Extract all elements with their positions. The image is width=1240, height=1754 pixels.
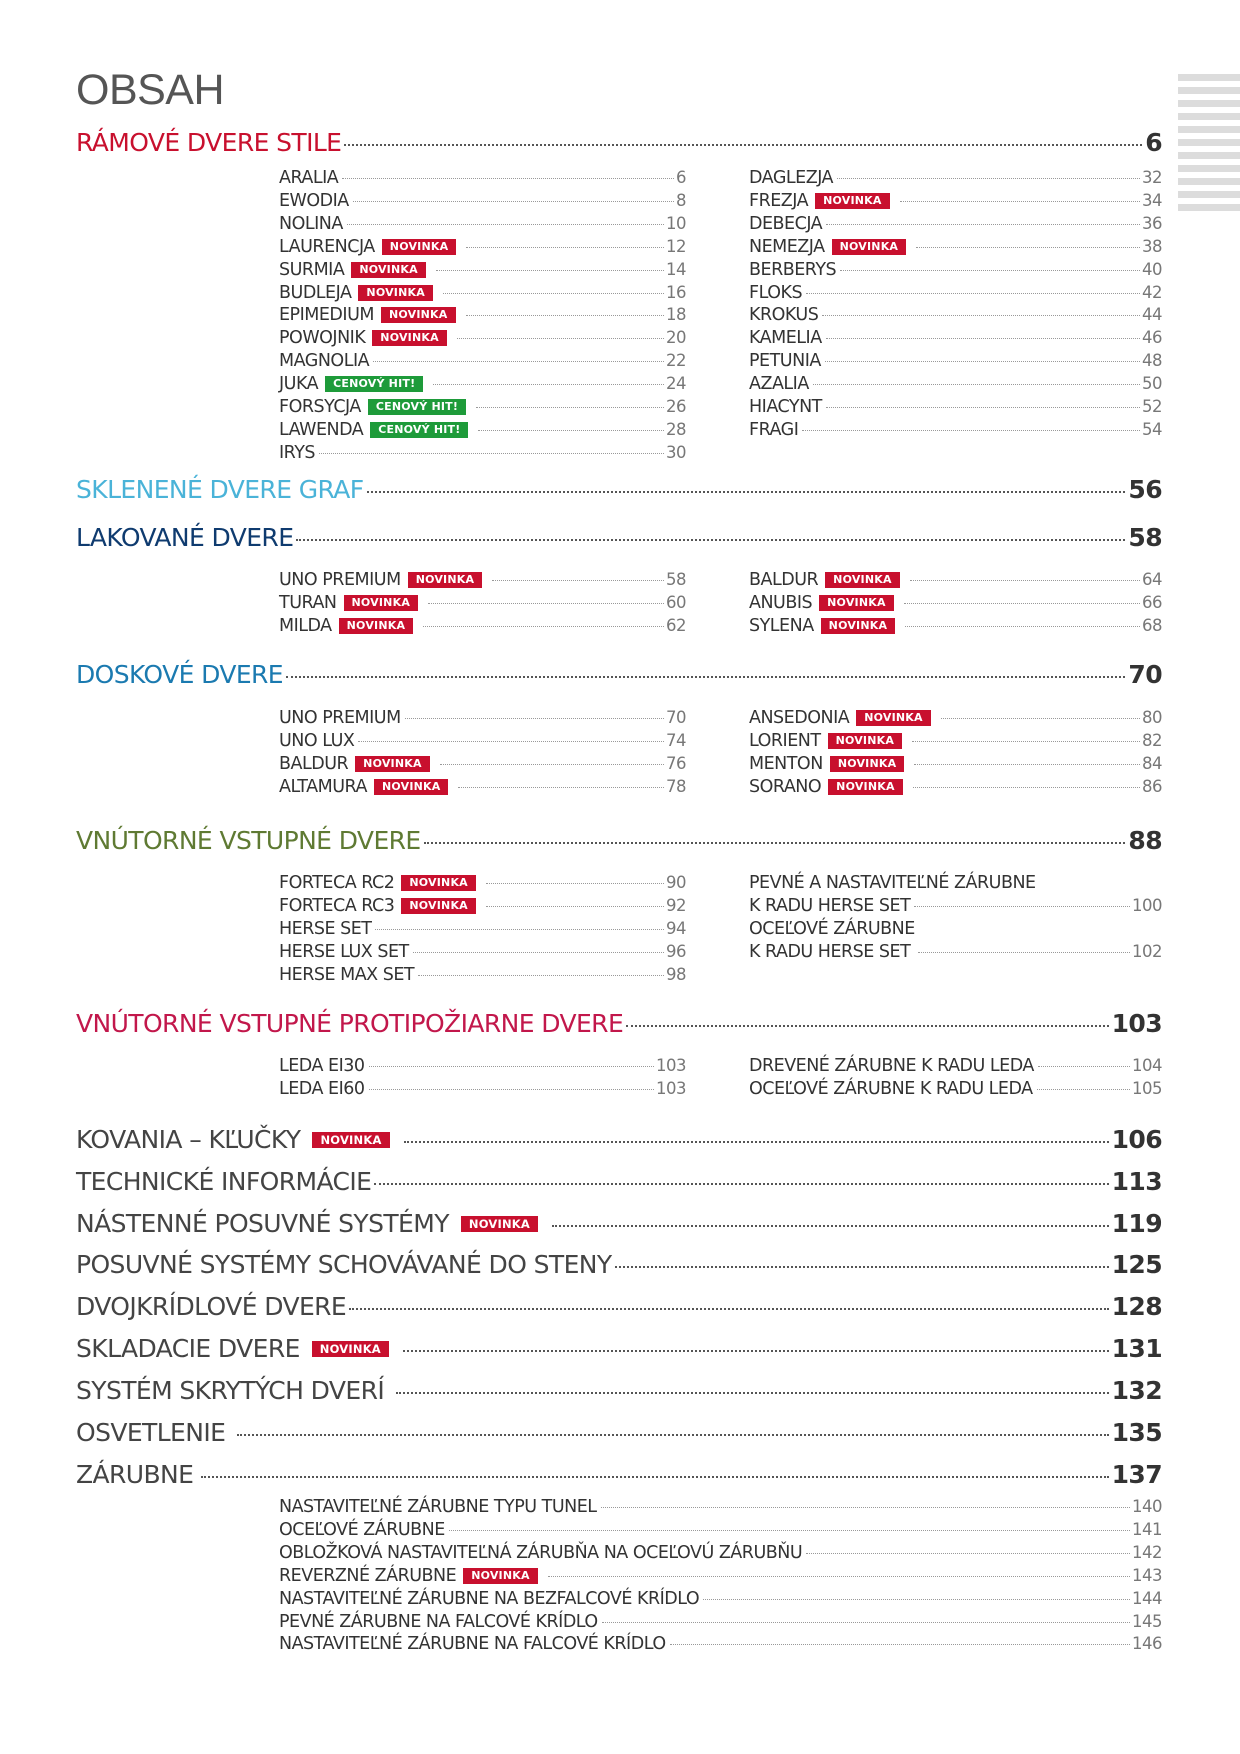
item-page: 46 <box>1142 328 1162 348</box>
toc-item[interactable] <box>749 942 1162 962</box>
item-name: NEMEZJA <box>749 236 825 257</box>
toc-item[interactable] <box>279 1589 1162 1609</box>
item-page: 16 <box>666 282 686 302</box>
item-page: 26 <box>666 397 686 416</box>
toc-item[interactable] <box>279 570 686 590</box>
toc-item[interactable] <box>279 777 686 797</box>
toc-item[interactable] <box>279 260 686 280</box>
section-system-skrytych-dveri[interactable] <box>76 1376 1162 1405</box>
item-name: REVERZNÉ ZÁRUBNE <box>279 1565 457 1586</box>
item-page: 38 <box>1142 236 1162 256</box>
item-name: NASTAVITEĽNÉ ZÁRUBNE TYPU TUNEL <box>279 1497 597 1517</box>
item-page: 48 <box>1142 351 1162 371</box>
novinka-badge: NOVINKA <box>401 875 476 891</box>
item-name: HIACYNT <box>749 397 822 417</box>
item-name: MILDA <box>279 615 332 636</box>
section-title: OSVETLENIE <box>76 1418 226 1447</box>
item-name: UNO LUX <box>279 730 355 751</box>
toc-item[interactable] <box>279 1497 1162 1517</box>
novinka-badge: NOVINKA <box>372 330 447 346</box>
section-dvojkridlove-dvere[interactable] <box>76 1292 1162 1321</box>
item-name: NASTAVITEĽNÉ ZÁRUBNE NA BEZFALCOVÉ KRÍDLO <box>279 1588 700 1609</box>
item-page: 78 <box>666 776 686 796</box>
item-name: BERBERYS <box>749 259 837 280</box>
item-name: DEBECJA <box>749 213 823 234</box>
novinka-badge: NOVINKA <box>815 193 890 209</box>
item-page: 8 <box>676 190 686 210</box>
toc-item[interactable] <box>279 593 686 613</box>
item-page: 20 <box>666 328 686 348</box>
item-page: 68 <box>1142 615 1162 635</box>
toc-item[interactable] <box>749 754 1162 774</box>
toc-item[interactable] <box>279 237 686 257</box>
item-name: K RADU HERSE SET <box>749 896 911 916</box>
item-name: HERSE MAX SET <box>279 964 415 985</box>
toc-item[interactable] <box>279 1612 1162 1632</box>
item-name: SYLENA <box>749 615 814 636</box>
section-title: DVOJKRÍDLOVÉ DVERE <box>76 1292 347 1321</box>
item-page: 142 <box>1132 1542 1162 1562</box>
novinka-badge: NOVINKA <box>344 595 419 611</box>
novinka-badge: NOVINKA <box>821 618 896 634</box>
item-name: TURAN <box>279 592 337 613</box>
item-page: 74 <box>666 730 686 750</box>
item-name: MENTON <box>749 753 823 774</box>
section-title: SYSTÉM SKRYTÝCH DVERÍ <box>76 1376 385 1405</box>
section-title: ZÁRUBNE <box>76 1460 194 1489</box>
item-name: SURMIA <box>279 259 345 280</box>
item-page: 28 <box>666 419 686 439</box>
item-page: 18 <box>666 305 686 325</box>
item-name: BALDUR <box>279 753 349 774</box>
toc-item[interactable] <box>749 283 1162 303</box>
item-name: FORSYCJA <box>279 397 361 417</box>
section-title: RÁMOVÉ DVERE STILE <box>76 128 342 157</box>
section-page: 131 <box>1111 1334 1162 1363</box>
toc-item[interactable] <box>749 168 1162 188</box>
item-name: IRYS <box>279 442 315 463</box>
item-page: 102 <box>1132 942 1162 961</box>
item-page: 10 <box>666 213 686 233</box>
item-name: BALDUR <box>749 570 819 590</box>
toc-item[interactable] <box>749 237 1162 257</box>
item-name: ARALIA <box>279 168 339 188</box>
item-name: EPIMEDIUM <box>279 305 374 326</box>
novinka-badge: NOVINKA <box>832 239 907 255</box>
toc-item[interactable] <box>279 1566 1162 1586</box>
toc-item[interactable] <box>279 397 686 417</box>
novinka-badge: NOVINKA <box>825 572 900 588</box>
section-kovania[interactable] <box>76 1125 1162 1154</box>
toc-item[interactable] <box>749 593 1162 613</box>
item-name: HERSE LUX SET <box>279 941 409 962</box>
novinka-badge: NOVINKA <box>351 262 426 278</box>
section-title: LAKOVANÉ DVERE <box>76 523 294 552</box>
section-title: DOSKOVÉ DVERE <box>76 660 283 689</box>
item-name: LEDA EI60 <box>279 1078 365 1099</box>
novinka-badge: NOVINKA <box>830 756 905 772</box>
section-page: 125 <box>1111 1250 1162 1279</box>
item-name: UNO PREMIUM <box>279 708 401 728</box>
item-name: KAMELIA <box>749 328 822 349</box>
cenovy-hit-badge: CENOVÝ HIT! <box>370 422 468 438</box>
item-page: 22 <box>666 351 686 371</box>
item-page: 44 <box>1142 305 1162 325</box>
item-name: ANUBIS <box>749 592 813 613</box>
item-page: 103 <box>656 1078 686 1098</box>
item-name: PEVNÉ ZÁRUBNE NA FALCOVÉ KRÍDLO <box>279 1611 598 1632</box>
toc-item[interactable] <box>279 873 686 893</box>
toc-item[interactable] <box>749 1056 1162 1076</box>
toc-item[interactable] <box>279 754 686 774</box>
item-name: LEDA EI30 <box>279 1056 365 1076</box>
item-page: 6 <box>676 168 686 187</box>
section-sklenene-dvere[interactable] <box>76 475 1162 504</box>
toc-item[interactable] <box>749 351 1162 371</box>
item-name: OBLOŽKOVÁ NASTAVITEĽNÁ ZÁRUBŇA NA OCEĽOVÚ ZÁRUBŇU <box>279 1542 803 1563</box>
item-name: FRAGI <box>749 419 799 440</box>
section-posuvne-systemy[interactable] <box>76 1250 1162 1279</box>
item-page: 62 <box>666 615 686 635</box>
section-osvetlenie[interactable] <box>76 1418 1162 1447</box>
item-page: 141 <box>1132 1519 1162 1539</box>
item-name: LORIENT <box>749 730 821 751</box>
toc-item[interactable] <box>279 420 686 440</box>
toc-item[interactable] <box>749 191 1162 211</box>
toc-item[interactable] <box>749 420 1162 440</box>
section-protipoziarne-dvere[interactable] <box>76 1009 1162 1038</box>
section-page: 128 <box>1111 1292 1162 1321</box>
toc-item[interactable] <box>279 1079 686 1099</box>
toc-item[interactable] <box>279 328 686 348</box>
toc-item[interactable] <box>749 896 1162 916</box>
toc-item[interactable] <box>749 777 1162 797</box>
item-page: 30 <box>666 442 686 462</box>
toc-item[interactable] <box>279 1520 1162 1540</box>
novinka-badge: NOVINKA <box>358 285 433 301</box>
toc-item[interactable] <box>279 731 686 751</box>
item-page: 12 <box>666 236 686 256</box>
toc-item[interactable] <box>279 374 686 394</box>
toc-item[interactable] <box>279 919 686 939</box>
item-page: 105 <box>1132 1078 1162 1098</box>
section-page: 88 <box>1128 826 1162 855</box>
section-title: TECHNICKÉ INFORMÁCIE <box>76 1167 372 1196</box>
page-tab-stripes <box>1178 74 1240 217</box>
cenovy-hit-badge: CENOVÝ HIT! <box>368 399 466 415</box>
item-name: DREVENÉ ZÁRUBNE K RADU LEDA <box>749 1056 1034 1076</box>
toc-item[interactable] <box>279 1543 1162 1563</box>
section-page: 6 <box>1145 128 1162 157</box>
item-name: MAGNOLIA <box>279 351 370 372</box>
toc-item[interactable] <box>279 1056 686 1076</box>
novinka-badge: NOVINKA <box>461 1216 538 1232</box>
item-page: 80 <box>1142 708 1162 727</box>
novinka-badge: NOVINKA <box>856 710 931 726</box>
novinka-badge: NOVINKA <box>828 733 903 749</box>
toc-item[interactable] <box>749 260 1162 280</box>
novinka-badge: NOVINKA <box>312 1132 389 1148</box>
novinka-badge: NOVINKA <box>463 1568 538 1584</box>
toc-item[interactable] <box>749 397 1162 417</box>
toc-item[interactable] <box>279 283 686 303</box>
item-page: 14 <box>666 259 686 279</box>
section-page: 137 <box>1111 1460 1162 1489</box>
item-page: 64 <box>1142 570 1162 589</box>
item-page: 82 <box>1142 730 1162 750</box>
item-name: LAURENCJA <box>279 236 375 257</box>
toc-item[interactable] <box>749 305 1162 325</box>
toc-item[interactable] <box>749 374 1162 394</box>
novinka-badge: NOVINKA <box>374 779 449 795</box>
item-name: ANSEDONIA <box>749 708 850 728</box>
section-page: 70 <box>1128 660 1162 689</box>
vstupne-right-heading-1: PEVNÉ A NASTAVITEĽNÉ ZÁRUBNE <box>749 873 1036 893</box>
section-nastenne-posuvne[interactable] <box>76 1209 1162 1238</box>
item-page: 144 <box>1132 1588 1162 1608</box>
item-name: FLOKS <box>749 282 803 303</box>
toc-item[interactable] <box>279 305 686 325</box>
toc-item[interactable] <box>279 214 686 234</box>
toc-item[interactable] <box>279 965 686 985</box>
toc-item[interactable] <box>749 1079 1162 1099</box>
item-page: 90 <box>666 873 686 892</box>
item-name: OCEĽOVÉ ZÁRUBNE K RADU LEDA <box>749 1078 1033 1099</box>
item-name: FORTECA RC2 <box>279 873 395 893</box>
section-title: SKLENENÉ DVERE GRAF <box>76 475 364 504</box>
item-name: K RADU HERSE SET <box>749 942 911 962</box>
item-name: SORANO <box>749 776 822 797</box>
item-name: EWODIA <box>279 190 349 211</box>
item-page: 84 <box>1142 753 1162 773</box>
novinka-badge: NOVINKA <box>382 239 457 255</box>
item-page: 52 <box>1142 397 1162 416</box>
item-page: 100 <box>1132 896 1162 915</box>
item-page: 86 <box>1142 776 1162 796</box>
section-technicke-informacie[interactable] <box>76 1167 1162 1196</box>
item-page: 58 <box>666 570 686 589</box>
cenovy-hit-badge: CENOVÝ HIT! <box>325 376 423 392</box>
section-page: 135 <box>1111 1418 1162 1447</box>
item-page: 145 <box>1132 1611 1162 1631</box>
item-name: PETUNIA <box>749 351 821 372</box>
toc-item[interactable] <box>279 896 686 916</box>
section-ramove-dvere[interactable] <box>76 128 1162 157</box>
section-page: 58 <box>1128 523 1162 552</box>
section-page: 56 <box>1128 475 1162 504</box>
toc-item[interactable] <box>279 708 686 728</box>
novinka-badge: NOVINKA <box>339 618 414 634</box>
item-page: 104 <box>1132 1056 1162 1075</box>
section-title: NÁSTENNÉ POSUVNÉ SYSTÉMY <box>76 1209 449 1238</box>
item-page: 34 <box>1142 190 1162 210</box>
item-page: 140 <box>1132 1497 1162 1516</box>
section-page: 113 <box>1111 1167 1162 1196</box>
section-title: KOVANIA – KĽUČKY <box>76 1125 301 1154</box>
toc-item[interactable] <box>749 328 1162 348</box>
section-page: 132 <box>1111 1376 1162 1405</box>
item-name: BUDLEJA <box>279 282 352 303</box>
item-page: 60 <box>666 592 686 612</box>
novinka-badge: NOVINKA <box>381 307 456 323</box>
item-page: 76 <box>666 753 686 773</box>
item-name: POWOJNIK <box>279 328 366 349</box>
item-name: JUKA <box>279 374 319 395</box>
section-title: VNÚTORNÉ VSTUPNÉ PROTIPOŽIARNE DVERE <box>76 1009 624 1038</box>
item-page: 50 <box>1142 374 1162 394</box>
page-title: OBSAH <box>76 66 225 114</box>
item-page: 42 <box>1142 282 1162 302</box>
item-page: 66 <box>1142 592 1162 612</box>
vstupne-right-heading-2: OCEĽOVÉ ZÁRUBNE <box>749 919 915 939</box>
item-page: 94 <box>666 918 686 938</box>
section-vstupne-dvere[interactable] <box>76 826 1162 855</box>
novinka-badge: NOVINKA <box>312 1341 389 1357</box>
item-page: 32 <box>1142 168 1162 187</box>
toc-item[interactable] <box>279 1634 1162 1654</box>
novinka-badge: NOVINKA <box>401 898 476 914</box>
section-page: 119 <box>1111 1209 1162 1238</box>
toc-item[interactable] <box>279 443 686 463</box>
item-name: AZALIA <box>749 374 809 395</box>
section-page: 103 <box>1111 1009 1162 1038</box>
item-name: LAWENDA <box>279 419 364 440</box>
toc-item[interactable] <box>279 616 686 636</box>
item-name: NOLINA <box>279 213 343 234</box>
novinka-badge: NOVINKA <box>355 756 430 772</box>
item-page: 36 <box>1142 213 1162 233</box>
item-page: 98 <box>666 964 686 984</box>
item-page: 103 <box>656 1056 686 1075</box>
item-page: 143 <box>1132 1565 1162 1585</box>
item-name: ALTAMURA <box>279 776 367 797</box>
item-page: 40 <box>1142 259 1162 279</box>
novinka-badge: NOVINKA <box>828 779 903 795</box>
item-page: 54 <box>1142 419 1162 439</box>
section-title: SKLADACIE DVERE <box>76 1334 300 1363</box>
toc-item[interactable] <box>749 616 1162 636</box>
section-skladacie-dvere[interactable] <box>76 1334 1162 1363</box>
toc-item[interactable] <box>749 708 1162 728</box>
section-title: POSUVNÉ SYSTÉMY SCHOVÁVANÉ DO STENY <box>76 1250 612 1279</box>
toc-item[interactable] <box>279 351 686 371</box>
section-zarubne[interactable] <box>76 1460 1162 1489</box>
item-page: 70 <box>666 708 686 727</box>
toc-item[interactable] <box>749 214 1162 234</box>
section-lakovane-dvere[interactable] <box>76 523 1162 552</box>
novinka-badge: NOVINKA <box>819 595 894 611</box>
item-name: KROKUS <box>749 305 819 326</box>
toc-item[interactable] <box>749 731 1162 751</box>
section-title: VNÚTORNÉ VSTUPNÉ DVERE <box>76 826 421 855</box>
item-page: 24 <box>666 374 686 394</box>
toc-item[interactable] <box>749 570 1162 590</box>
toc-item[interactable] <box>279 168 686 188</box>
section-page: 106 <box>1111 1125 1162 1154</box>
section-doskove-dvere[interactable] <box>76 660 1162 689</box>
item-name: UNO PREMIUM <box>279 570 401 590</box>
toc-item[interactable] <box>279 191 686 211</box>
novinka-badge: NOVINKA <box>408 572 483 588</box>
toc-item[interactable] <box>279 942 686 962</box>
item-name: HERSE SET <box>279 918 372 939</box>
item-page: 92 <box>666 895 686 915</box>
item-name: FREZJA <box>749 190 809 211</box>
item-name: DAGLEZJA <box>749 168 834 188</box>
item-name: FORTECA RC3 <box>279 895 395 916</box>
item-name: NASTAVITEĽNÉ ZÁRUBNE NA FALCOVÉ KRÍDLO <box>279 1634 666 1655</box>
item-page: 146 <box>1132 1634 1162 1654</box>
item-name: OCEĽOVÉ ZÁRUBNE <box>279 1519 445 1540</box>
item-page: 96 <box>666 941 686 961</box>
